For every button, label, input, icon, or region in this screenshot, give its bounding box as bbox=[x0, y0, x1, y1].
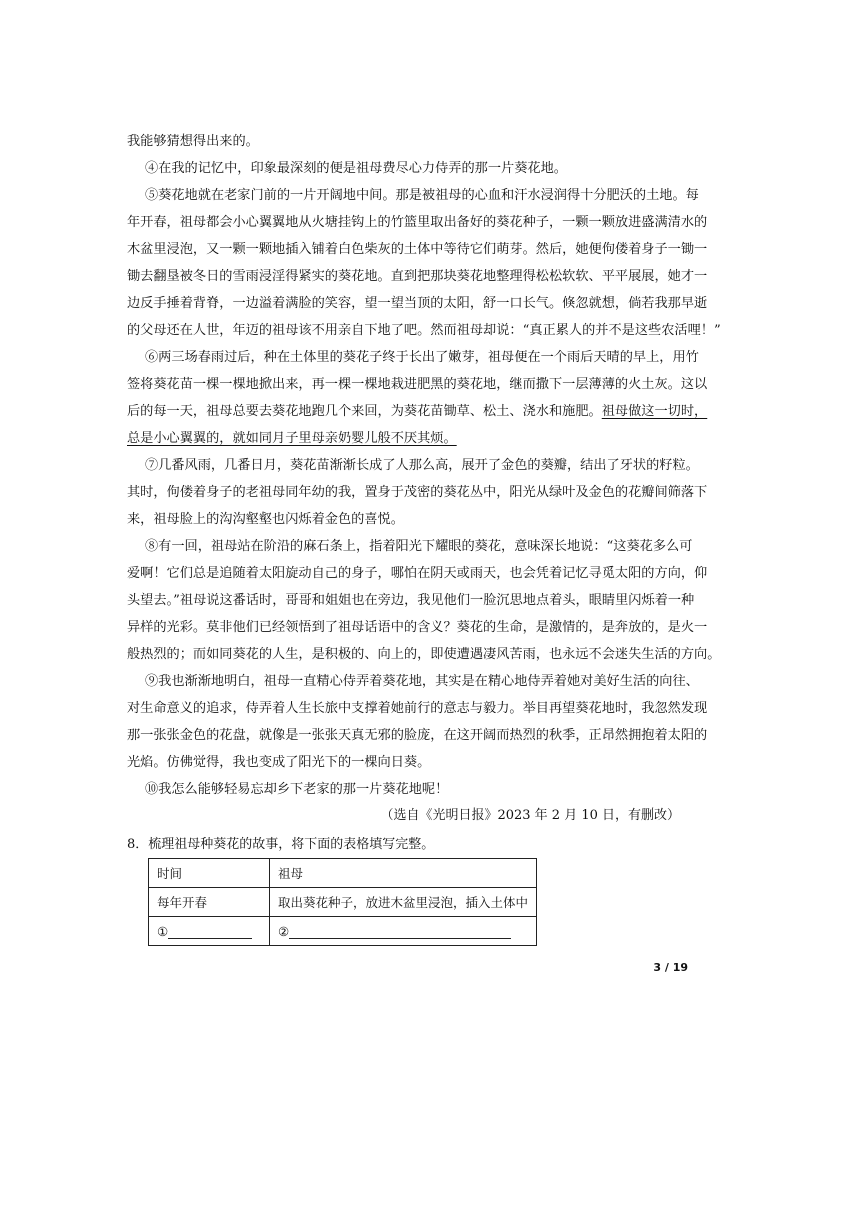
text-line bbox=[127, 641, 721, 668]
source-note: （选自《光明日报》2023 年 2 月 10 日，有删改） bbox=[380, 808, 680, 823]
line-text: 爱啊！它们总是追随着太阳旋动自己的身子，哪怕在阴天或雨天，也会凭着记忆寻觅太阳的方向，仰 bbox=[127, 566, 708, 581]
text-line bbox=[127, 398, 708, 425]
line-text: 异样的光彩。莫非他们已经领悟到了祖母话语中的含义？葵花的生命，是激情的，是奔放的，是火一 bbox=[127, 620, 708, 635]
text-line bbox=[127, 236, 708, 263]
line-text: ⑦几番风雨，几番日月，葵花苗渐渐长成了人那么高，展开了金色的葵瓣，结出了牙状的籽粒。 bbox=[145, 458, 699, 473]
table-header-row bbox=[149, 859, 537, 888]
blank-line bbox=[289, 924, 511, 939]
table-cell: 每年开春 bbox=[149, 888, 270, 917]
blank-marker: ① bbox=[157, 923, 169, 939]
text-line bbox=[127, 506, 687, 533]
line-text: ⑥两三场春雨过后，种在土体里的葵花子终于长出了嫩芽，祖母便在一个雨后天晴的早上，用竹 bbox=[145, 350, 699, 365]
line-text: 我能够猜想得出来的。 bbox=[127, 134, 259, 149]
blank-line bbox=[168, 924, 252, 939]
table-cell: 时间 bbox=[149, 859, 270, 888]
table-cell: 祖母 bbox=[270, 859, 537, 888]
underlined-sentence: 祖母做这一切时， bbox=[601, 404, 708, 419]
answer-table bbox=[148, 858, 537, 946]
page-number: 3 / 19 bbox=[653, 961, 688, 974]
text-line bbox=[127, 560, 708, 587]
line-text: ⑤葵花地就在老家门前的一片开阔地中间。那是被祖母的心血和汗水浸润得十分肥沃的土地。每 bbox=[145, 188, 699, 203]
text-line bbox=[127, 614, 708, 641]
text-line bbox=[127, 317, 721, 344]
line-text: ⑨我也渐渐地明白，祖母一直精心侍弄着葵花地，其实是在精心地侍弄着她对美好生活的向往、 bbox=[145, 674, 699, 689]
line-text: 来，祖母脸上的沟沟壑壑也闪烁着金色的喜悦。 bbox=[127, 512, 404, 527]
text-line bbox=[127, 263, 708, 290]
line-text: 木盆里浸泡，又一颗一颗地插入铺着白色柴灰的土体中等待它们萌芽。然后，她便佝偻着身子一锄一 bbox=[127, 242, 708, 257]
line-text: ④在我的记忆中，印象最深刻的便是祖母费尽心力侍弄的那一片葵花地。 bbox=[145, 161, 567, 176]
text-line bbox=[127, 722, 708, 749]
text-line bbox=[127, 425, 687, 452]
text-line bbox=[127, 776, 687, 803]
text-line bbox=[127, 695, 708, 722]
answer-blank-2[interactable] bbox=[270, 917, 537, 946]
question-8: 8．梳理祖母种葵花的故事，将下面的表格填写完整。 bbox=[127, 837, 435, 852]
line-text: 对生命意义的追求，侍弄着人生长旅中支撑着她前行的意志与毅力。举目再望葵花地时，我忽然发现 bbox=[127, 701, 708, 716]
text-line bbox=[127, 371, 708, 398]
text-line bbox=[127, 668, 699, 695]
text-line bbox=[127, 155, 687, 182]
line-text: 签将葵花苗一棵一棵地掀出来，再一棵一棵地栽进肥黑的葵花地，继而撒下一层薄薄的火土灰。这以 bbox=[127, 377, 708, 392]
text-line bbox=[127, 533, 693, 560]
text-line bbox=[127, 209, 708, 236]
text-line bbox=[127, 587, 695, 614]
line-text: 其时，佝偻着身子的老祖母同年幼的我，置身于茂密的葵花丛中，阳光从绿叶及金色的花瓣间筛落下 bbox=[127, 485, 708, 500]
line-text: 的父母还在人世，年迈的祖母该不用亲自下地了吧。然而祖母却说：“真正累人的并不是这些农活哩！” bbox=[127, 323, 721, 338]
text-line bbox=[127, 128, 687, 155]
line-text: 般热烈的；而如同葵花的人生，是积极的、向上的，即使遭遇凄风苦雨，也永远不会迷失生活的方向。 bbox=[127, 647, 721, 662]
line-text: 边反手捶着背脊，一边溢着满脸的笑容，望一望当顶的太阳，舒一口长气。倏忽就想，倘若我那早逝 bbox=[127, 296, 708, 311]
text-line bbox=[127, 290, 708, 317]
text-line bbox=[127, 182, 699, 209]
reading-passage bbox=[127, 128, 721, 803]
text-line bbox=[127, 452, 699, 479]
line-text: 头望去。”祖母说这番话时，哥哥和姐姐也在旁边，我见他们一脸沉思地点着头，眼睛里闪烁着一种 bbox=[127, 593, 695, 608]
text-line bbox=[127, 344, 699, 371]
blank-marker: ② bbox=[278, 923, 290, 939]
underlined-sentence: 总是小心翼翼的，就如同月子里母亲奶婴儿般不厌其烦。 bbox=[127, 431, 457, 446]
table-cell: 取出葵花种子，放进木盆里浸泡，插入土体中 bbox=[270, 888, 537, 917]
line-text: 年开春，祖母都会小心翼翼地从火塘挂钩上的竹篮里取出备好的葵花种子，一颗一颗放进盛满清水的 bbox=[127, 215, 708, 230]
text-line bbox=[127, 749, 687, 776]
line-text: ⑩我怎么能够轻易忘却乡下老家的那一片葵花地呢！ bbox=[145, 782, 449, 797]
text-line bbox=[127, 479, 708, 506]
line-text: 光焰。仿佛觉得，我也变成了阳光下的一棵向日葵。 bbox=[127, 755, 431, 770]
line-text: ⑧有一回，祖母站在阶沿的麻石条上，指着阳光下耀眼的葵花，意味深长地说：“这葵花多么可 bbox=[145, 539, 693, 554]
line-text: 那一张张金色的花盘，就像是一张张天真无邪的脸庞，在这开阔而热烈的秋季，正昂然拥抱着太阳的 bbox=[127, 728, 708, 743]
table-row bbox=[149, 917, 537, 946]
line-text: 锄去翻垦被冬日的雪雨浸淫得紧实的葵花地。直到把那块葵花地整理得松松软软、平平展展，她才一 bbox=[127, 269, 708, 284]
table-row bbox=[149, 888, 537, 917]
answer-blank-1[interactable] bbox=[149, 917, 270, 946]
line-text: 后的每一天，祖母总要去葵花地跑几个来回，为葵花苗锄草、松土、浇水和施肥。 bbox=[127, 404, 602, 419]
